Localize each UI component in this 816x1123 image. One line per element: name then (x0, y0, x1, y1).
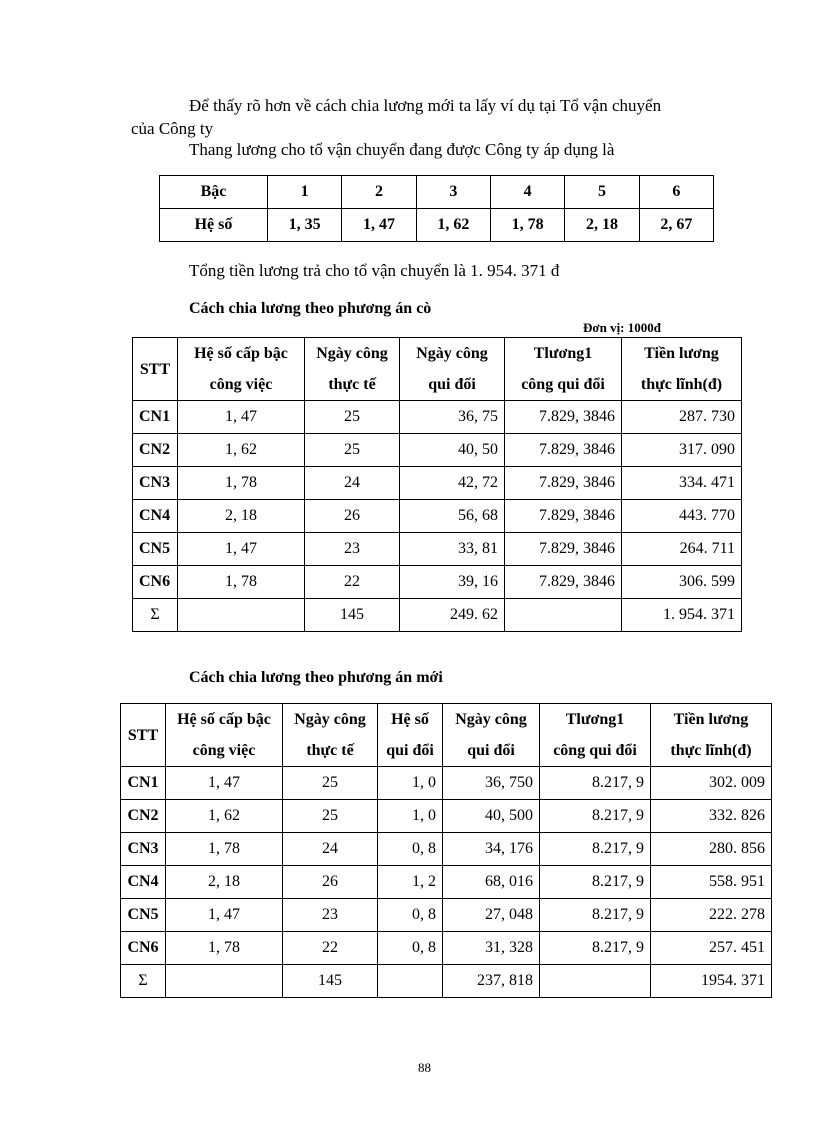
table-cell: 237, 818 (443, 965, 540, 998)
table-cell: 33, 81 (400, 533, 505, 566)
table-cell: 1, 78 (178, 566, 305, 599)
table-cell: 24 (283, 833, 378, 866)
table-cell: 145 (283, 965, 378, 998)
total-salary-text: Tổng tiền lương trả cho tổ vận chuyển là 1. 954. 371 đ (189, 261, 560, 280)
grade-cell: Hệ số (160, 209, 268, 242)
header-cell: Ngày công qui đổi (400, 338, 505, 401)
old-method-table (132, 337, 742, 632)
header-cell: STT (121, 704, 166, 767)
table-cell: 1, 78 (166, 932, 283, 965)
header-cell: Ngày công qui đổi (443, 704, 540, 767)
grade-cell: 3 (416, 176, 490, 209)
header-cell: Hệ số cấp bậc công việc (166, 704, 283, 767)
table-cell: 1, 47 (166, 899, 283, 932)
grade-table (159, 175, 714, 242)
table-cell: 39, 16 (400, 566, 505, 599)
table-cell: 1, 0 (378, 767, 443, 800)
table-cell: CN5 (133, 533, 178, 566)
table-cell: CN1 (121, 767, 166, 800)
table-cell (378, 965, 443, 998)
header-cell: Tiền lương thực lĩnh(đ) (622, 338, 742, 401)
table-cell: 280. 856 (651, 833, 772, 866)
table-cell: 257. 451 (651, 932, 772, 965)
section2-title: Cách chia lương theo phương án mới (189, 669, 443, 686)
new-method-table (120, 703, 772, 998)
table-cell: CN2 (133, 434, 178, 467)
table-cell: 0, 8 (378, 833, 443, 866)
table-cell: 34, 176 (443, 833, 540, 866)
table-cell: 1, 78 (178, 467, 305, 500)
grade-cell: 1, 35 (268, 209, 342, 242)
grade-cell: 2, 67 (639, 209, 713, 242)
table-cell: 249. 62 (400, 599, 505, 632)
table-cell: 8.217, 9 (540, 899, 651, 932)
table-header-row (121, 704, 772, 767)
table-cell: 68, 016 (443, 866, 540, 899)
unit-label: Đơn vị: 1000đ (583, 320, 661, 335)
table-header-row (133, 338, 742, 401)
table-cell: 25 (283, 767, 378, 800)
grade-cell: 2 (342, 176, 416, 209)
table-cell: 7.829, 3846 (505, 467, 622, 500)
table-cell: 334. 471 (622, 467, 742, 500)
table-cell: 558. 951 (651, 866, 772, 899)
table-cell: 1, 78 (166, 833, 283, 866)
header-cell: Tlương1 công qui đổi (505, 338, 622, 401)
table-cell: 145 (305, 599, 400, 632)
table-cell: CN1 (133, 401, 178, 434)
grade-cell: 1, 78 (490, 209, 564, 242)
table-cell (540, 965, 651, 998)
table-cell: 8.217, 9 (540, 833, 651, 866)
table-cell: 317. 090 (622, 434, 742, 467)
intro-line-3: Thang lương cho tổ vận chuyển đang được Công ty áp dụng là (189, 140, 615, 159)
table-row (133, 566, 742, 599)
table-cell: 36, 750 (443, 767, 540, 800)
table-cell: 23 (283, 899, 378, 932)
table-cell (505, 599, 622, 632)
table-row (121, 866, 772, 899)
table-cell: 0, 8 (378, 899, 443, 932)
table-cell: 1, 62 (178, 434, 305, 467)
table-cell: 26 (283, 866, 378, 899)
grade-row-coefficient (160, 209, 714, 242)
table-cell: 8.217, 9 (540, 800, 651, 833)
table-cell: 1, 47 (178, 533, 305, 566)
sum-symbol: Σ (121, 965, 166, 998)
table-total-row (121, 965, 772, 998)
table-cell: 1954. 371 (651, 965, 772, 998)
table-row (133, 401, 742, 434)
grade-cell: 4 (490, 176, 564, 209)
table-row (133, 434, 742, 467)
table-cell (178, 599, 305, 632)
table-cell: CN3 (121, 833, 166, 866)
table-cell: 25 (305, 434, 400, 467)
table-cell: 287. 730 (622, 401, 742, 434)
table-cell: 8.217, 9 (540, 767, 651, 800)
table-cell: 1, 47 (178, 401, 305, 434)
table-row (121, 767, 772, 800)
table-cell: 306. 599 (622, 566, 742, 599)
table-cell: 31, 328 (443, 932, 540, 965)
table-cell: 1, 47 (166, 767, 283, 800)
table-cell: 443. 770 (622, 500, 742, 533)
table-cell: CN4 (121, 866, 166, 899)
table-row (121, 932, 772, 965)
table-cell: 40, 500 (443, 800, 540, 833)
table-row (121, 833, 772, 866)
table-cell (166, 965, 283, 998)
intro-line-1: Để thấy rõ hơn về cách chia lương mới ta lấy ví dụ tại Tổ vận chuyển (189, 96, 662, 115)
table-cell: 24 (305, 467, 400, 500)
table-row (133, 500, 742, 533)
table-cell: 264. 711 (622, 533, 742, 566)
intro-line-2: của Công ty (131, 119, 214, 138)
header-cell: Ngày công thực tế (305, 338, 400, 401)
table-row (121, 800, 772, 833)
table-cell: 222. 278 (651, 899, 772, 932)
header-cell: Tiền lương thực lĩnh(đ) (651, 704, 772, 767)
table-cell: 332. 826 (651, 800, 772, 833)
table-cell: 1. 954. 371 (622, 599, 742, 632)
table-cell: 8.217, 9 (540, 866, 651, 899)
table-cell: 40, 50 (400, 434, 505, 467)
table-cell: 1, 62 (166, 800, 283, 833)
table-cell: 25 (283, 800, 378, 833)
table-total-row (133, 599, 742, 632)
table-cell: 25 (305, 401, 400, 434)
grade-cell: 1, 47 (342, 209, 416, 242)
table-cell: 0, 8 (378, 932, 443, 965)
table-cell: 22 (283, 932, 378, 965)
table-cell: 1, 0 (378, 800, 443, 833)
sum-symbol: Σ (133, 599, 178, 632)
grade-cell: 1, 62 (416, 209, 490, 242)
header-cell: Ngày công thực tế (283, 704, 378, 767)
section1-title: Cách chia lương theo phương án cò (189, 300, 432, 317)
table-cell: CN2 (121, 800, 166, 833)
table-cell: 7.829, 3846 (505, 533, 622, 566)
grade-cell: 2, 18 (565, 209, 639, 242)
header-cell: Hệ số qui đổi (378, 704, 443, 767)
table-cell: 2, 18 (166, 866, 283, 899)
table-cell: 7.829, 3846 (505, 500, 622, 533)
table-cell: 8.217, 9 (540, 932, 651, 965)
table-row (121, 899, 772, 932)
grade-cell: Bậc (160, 176, 268, 209)
table-cell: 7.829, 3846 (505, 566, 622, 599)
table-cell: 1, 2 (378, 866, 443, 899)
table-cell: 23 (305, 533, 400, 566)
table-cell: 36, 75 (400, 401, 505, 434)
table-cell: CN3 (133, 467, 178, 500)
grade-cell: 6 (639, 176, 713, 209)
table-cell: 7.829, 3846 (505, 434, 622, 467)
table-cell: 302. 009 (651, 767, 772, 800)
table-cell: CN6 (121, 932, 166, 965)
table-row (133, 467, 742, 500)
table-cell: 56, 68 (400, 500, 505, 533)
table-cell: CN6 (133, 566, 178, 599)
table-cell: CN4 (133, 500, 178, 533)
table-cell: 27, 048 (443, 899, 540, 932)
table-row (133, 533, 742, 566)
table-cell: CN5 (121, 899, 166, 932)
grade-cell: 1 (268, 176, 342, 209)
table-cell: 26 (305, 500, 400, 533)
table-cell: 7.829, 3846 (505, 401, 622, 434)
page-number: 88 (418, 1060, 431, 1075)
grade-row-level (160, 176, 714, 209)
header-cell: Hệ số cấp bậc công việc (178, 338, 305, 401)
grade-cell: 5 (565, 176, 639, 209)
header-cell: STT (133, 338, 178, 401)
header-cell: Tlương1 công qui đổi (540, 704, 651, 767)
table-cell: 22 (305, 566, 400, 599)
table-cell: 2, 18 (178, 500, 305, 533)
table-cell: 42, 72 (400, 467, 505, 500)
